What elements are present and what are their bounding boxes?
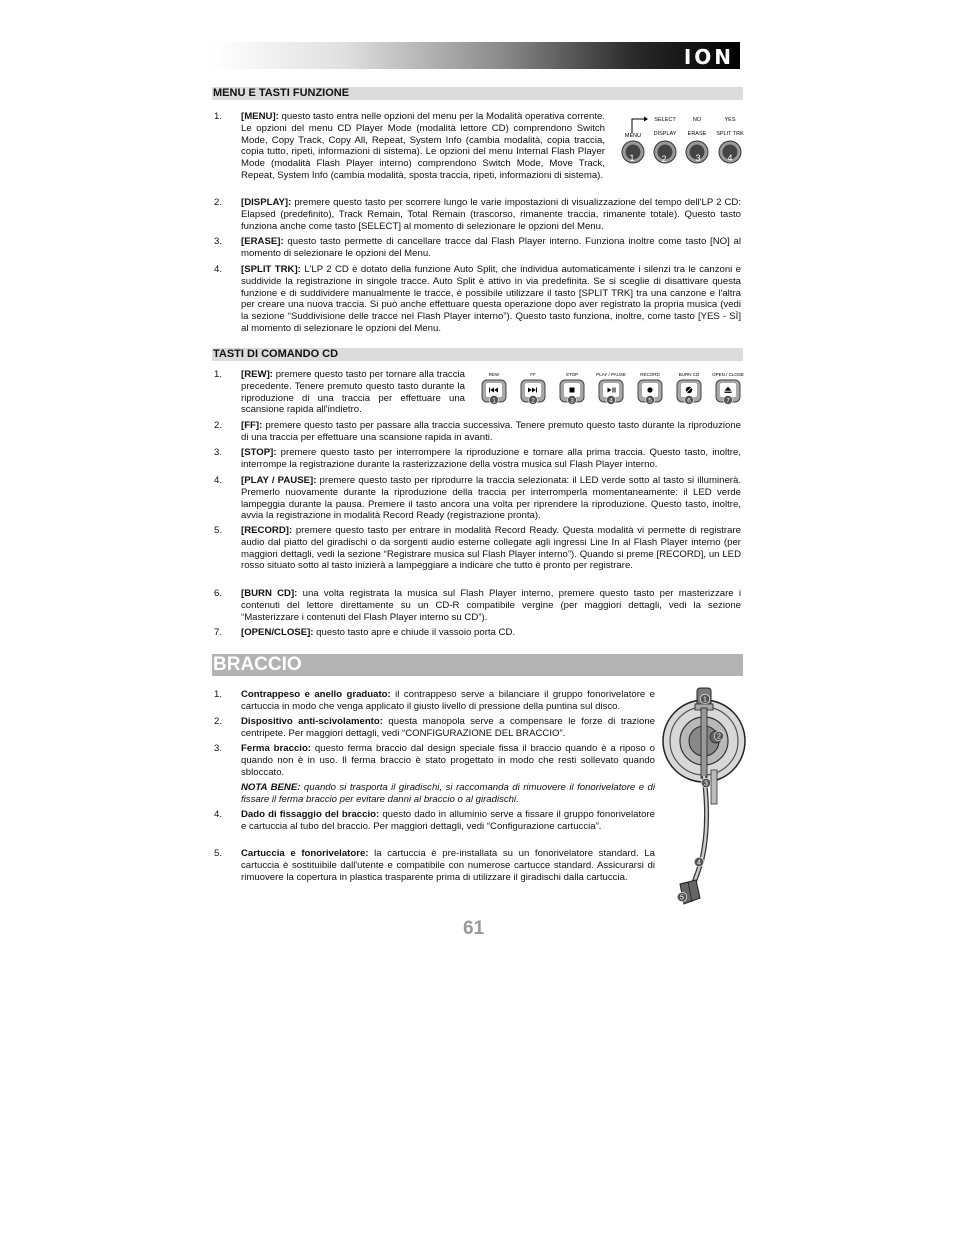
item-number: 2. [214,420,223,431]
item-number: 3. [214,743,223,754]
record-icon [647,387,652,392]
arm-item-3: Ferma braccio: questo ferma braccio dal design speciale fissa il braccio quando è a riposo o quando non è in uso. Il ferma braccio è stato progettato in modo che resti sollevato quando sbloccato. [241,743,655,778]
label-play-pause: PLAY / PAUSE [596,372,626,377]
arm-num-5: 5 [680,894,684,902]
arm-num-4: 4 [697,859,701,867]
cd-item-7: [OPEN/CLOSE]: questo tasto apre e chiude il vassoio porta CD. [241,627,516,638]
cd-num-7: 7 [726,397,730,405]
cd-item-6: [BURN CD]: una volta registrata la musica sul Flash Player interno, premere questo tasto per masterizzare i contenuti del lettore direttamente su un CD-R compatibile vergine (per maggiori dettagli, vedi la sezione “Masterizzare i contenuti del Flash Player interno su CD”). [241,588,741,623]
menu-item-1: [MENU]: questo tasto entra nelle opzioni del menu per la Modalità operativa corrente. Le opzioni del menu CD Player Mode (modalità lettore CD) comprendono Switch Mode, Copy Track, Copy All, Repeat, System Info (cambia modalità, copia traccia, copia tutto, ripeti, informazioni di sistema). Le opzioni del menu Internal Flash Player Mode (modalità Flash Player interno) comprendono Switch Mode, Move Track, Repeat, System Info (cambia modalità, sposta traccia, ripeti, informazioni di sistema). [241,111,605,181]
arm-item-2: Dispositivo anti-scivolamento: questa manopola serve a compensare le forze di trazione centripete. Per maggiori dettagli, vedi “CONFIGURAZIONE DEL BRACCIO”. [241,716,655,739]
menu-buttons-diagram [620,110,748,170]
item-number: 4. [214,475,223,486]
cd-num-3: 3 [570,397,574,405]
cd-num-5: 5 [648,397,652,405]
label-ff: FF [530,372,536,377]
cd-item-5: [RECORD]: premere questo tasto per entrare in modalità Record Ready. Questa modalità vi permette di registrare audio dal piatto del giradischi o da sorgenti audio esterne collegate agli ingressi Line In al Flash Player interno (per maggiori dettagli, vedi la sezione “Registrare musica sul Flash Player interno”). Quando si preme [RECORD], un LED rosso situato sotto al tasto inizierà a lampeggiare a indicare che tutto è pronto per registrare. [241,525,741,572]
tonearm-diagram [658,684,746,912]
menu-item-3: [ERASE]: questo tasto permette di cancellare tracce dal Flash Player interno. Funziona inoltre come tasto [NO] al momento di selezionare le opzioni del Menu. [241,236,741,259]
label-rew: REW [488,372,500,377]
cd-num-6: 6 [687,397,691,405]
cd-num-2: 2 [531,397,535,405]
item-number: 2. [214,716,223,727]
item-number: 4. [214,264,223,275]
label-no: NO [692,117,702,123]
label-split-trk: SPLIT TRK [716,131,744,137]
cd-num-4: 4 [609,397,613,405]
label-select: SELECT [654,117,676,123]
arm-tube-icon [691,776,707,889]
menu-item-4: [SPLIT TRK]: L'LP 2 CD è dotato della funzione Auto Split, che individua automaticamente i silenzi tra le canzoni e suddivide la registrazione in singole tracce. Auto Split è attivo in via predefinita. Se si sceglie di disattivare questa funzione e di suddividere manualmente le tracce, è possibile utilizzare il tasto [SPLIT TRK] tra una canzone e l'altra per creare una nuova traccia. Si può anche effettuare questa operazione dopo aver registrato la propria musica (vedi la sezione “Suddivisione delle tracce nel Flash Player interno”). Questo tasto funziona, inoltre, come tasto [YES - SÌ] al momento di selezionare le opzioni del Menu. [241,264,741,334]
item-number: 1. [214,369,223,380]
burn-cd-icon [686,387,692,393]
arm-num-2: 2 [717,733,721,741]
ion-logo: ION [683,45,734,69]
page-number: 61 [463,918,485,939]
menu-num-1: 1 [629,153,635,163]
arm-item-4: Dado di fissaggio del braccio: questo dado in alluminio serve a fissare il gruppo fonorivelatore e cartuccia al tubo del braccio. Per maggiori dettagli, vedi “Configurazione cartuccia”. [241,809,656,832]
cd-buttons-diagram [474,368,746,410]
header-gradient-bar [212,42,740,69]
arm-note: NOTA BENE: quando si trasporta il giradischi, si raccomanda di rimuovere il fonorivelatore e di fissare il ferma braccio per evitare danni al braccio o al giradischi. [241,782,655,805]
item-number: 1. [214,689,223,700]
menu-num-2: 2 [661,154,667,164]
cd-item-4: [PLAY / PAUSE]: premere questo tasto per riprodurre la traccia selezionata: il LED verde sotto al tasto si illuminerà. Premerlo nuovamente durante la riproduzione della traccia per interromperla momentaneamente: il LED verde lampeggia durante la pausa. Premere il tasto ancora una volta per riprendere la riproduzione. Questo tasto, inoltre, avvia la registrazione in modalità Record Ready (registrazione pronta). [241,475,741,522]
item-number: 3. [214,236,223,247]
cd-item-3: [STOP]: premere questo tasto per interrompere la riproduzione e tornare alla prima traccia. Questo tasto, inoltre, interrompe la registrazione durante la rasterizzazione della vostra musica sul Flash Player interno. [241,447,741,470]
label-yes: YES [724,117,736,123]
menu-num-4: 4 [727,153,733,163]
arm-num-1: 1 [703,696,707,704]
label-erase: ERASE [687,131,707,137]
label-display: DISPLAY [653,131,677,137]
item-number: 5. [214,848,223,859]
arm-item-1: Contrappeso e anello graduato: il contrappeso serve a bilanciare il gruppo fonorivelatore e cartuccia in modo che venga applicato il giusto livello di pressione della puntina sul disco. [241,689,655,712]
item-number: 1. [214,111,223,122]
arm-num-3: 3 [704,780,708,788]
item-number: 7. [214,627,223,638]
select-arrow-icon [632,117,648,134]
menu-num-3: 3 [695,153,701,163]
item-number: 5. [214,525,223,536]
label-stop: STOP [565,372,579,377]
section-title-menu: MENU E TASTI FUNZIONE [212,87,743,100]
label-open-close: OPEN / CLOSE [712,372,744,377]
item-number: 4. [214,809,223,820]
section-title-braccio: BRACCIO [212,654,743,676]
label-burn-cd: BURN CD [678,372,700,377]
item-number: 3. [214,447,223,458]
cd-item-1: [REW]: premere questo tasto per tornare alla traccia precedente. Tenere premuto questo tasto durante la riproduzione di una traccia per effettuare una scansione rapida all'indietro. [241,369,465,416]
item-number: 6. [214,588,223,599]
menu-item-2: [DISPLAY]: premere questo tasto per scorrere lungo le varie impostazioni di visualizzazione del tempo dell'LP 2 CD: Elapsed (predefinito), Track Remain, Total Remain (trascorso, rimanente traccia, rimanente totale). Questo tasto funziona anche come tasto [SELECT] al momento di selezionare le opzioni del Menu. [241,197,741,232]
arm-item-5: Cartuccia e fonorivelatore: la cartuccia è pre-installata su un fonorivelatore standard. La cartuccia è sostituibile dall'utente e compatibile con numerose cartucce standard. Assicurarsi di rimuovere la copertura in plastica trasparente prima di utilizzare il giradischi dalla cartuccia. [241,848,655,883]
stop-icon [570,388,575,393]
label-record: RECORD [640,372,660,377]
section-title-cd: TASTI DI COMANDO CD [212,348,743,361]
item-number: 2. [214,197,223,208]
cd-item-2: [FF]: premere questo tasto per passare alla traccia successiva. Tenere premuto questo tasto durante la riproduzione di una traccia per effettuare una scansione rapida in avanti. [241,420,741,443]
arm-lock-icon [711,770,717,804]
cd-num-1: 1 [492,397,496,405]
label-menu: MENU [624,133,642,139]
